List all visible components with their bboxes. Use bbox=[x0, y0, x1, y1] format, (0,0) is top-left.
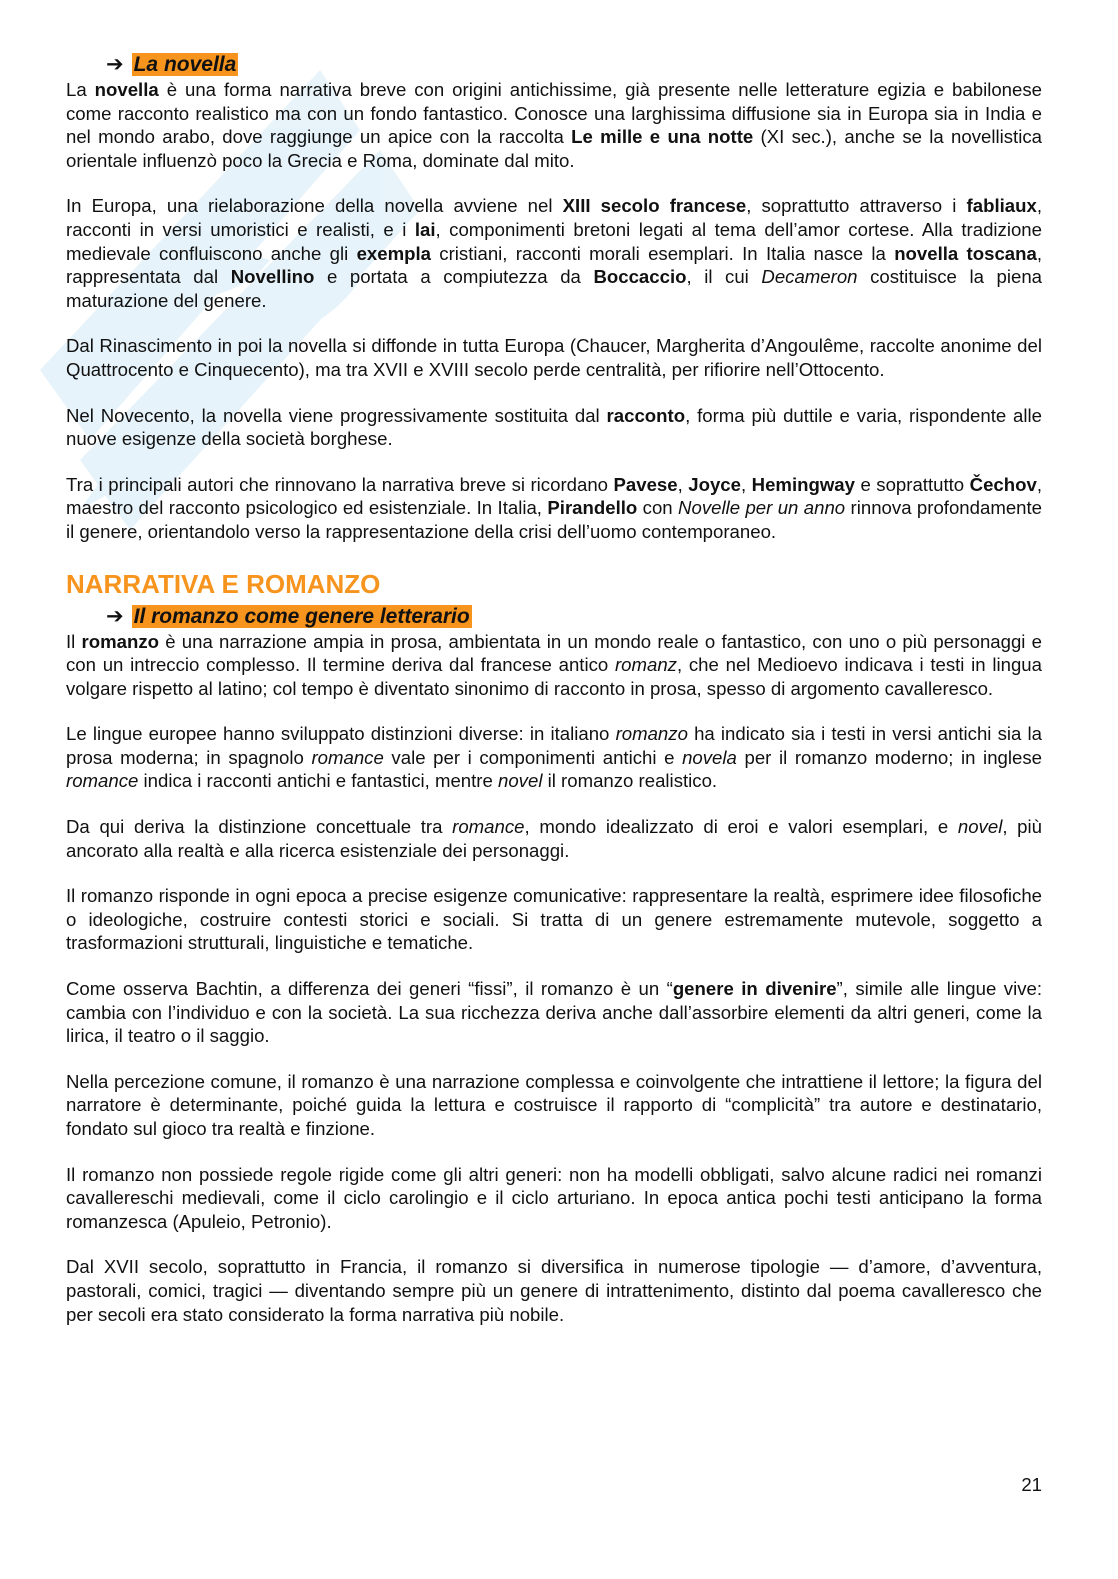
subheading-la-novella bbox=[106, 52, 1042, 78]
text-run: Nella percezione comune, il romanzo è una narrazione complessa e coinvolgente che intrattiene il lettore; la figura del narratore è determinante, poiché guida la lettura e costruisce il rapporto di “complicità” tra autore e destinatario, fondato sul gioco tra realtà e finzione. bbox=[66, 1070, 1042, 1139]
bold-text: lai bbox=[414, 218, 436, 240]
text-run: , forma più duttile e varia, rispondente alle nuove esigenze della società borghese. bbox=[66, 404, 1043, 450]
text-run: rinnova profondamente il genere, orientandolo verso la rappresentazione della crisi dell’uomo contemporaneo. bbox=[66, 497, 1043, 542]
text-run: è una forma narrativa breve con origini antichissime, già presente nelle letterature egizia e babilonese come racconto realistico ma con un fondo fantastico. Conosce una larghissima diffusione sia in Europa sia in India e nel mondo arabo, dove raggiunge un apice con la raccolta bbox=[66, 79, 1042, 148]
text-run: Il bbox=[66, 630, 82, 652]
paragraph bbox=[66, 1163, 1042, 1234]
text-run: ”, simile alle lingue vive: cambia con l’individuo e con la società. La sua ricchezza deriva anche dall’assorbire elementi da altri generi, come la lirica, il teatro o il saggio. bbox=[66, 978, 1043, 1047]
paragraph bbox=[66, 404, 1042, 451]
bold-text: Pavese bbox=[613, 473, 678, 495]
text-run: , mondo idealizzato di eroi e valori esemplari, e bbox=[524, 816, 958, 838]
text-run: è una narrazione ampia in prosa, ambientata in un mondo reale o fantastico, con uno o più personaggi e con un intreccio complesso. Il termine deriva dal francese antico bbox=[66, 630, 1042, 676]
text-run: e soprattutto bbox=[854, 473, 970, 495]
bold-text: Hemingway bbox=[751, 473, 855, 495]
text-run: Le lingue europee hanno sviluppato distinzioni diverse: in italiano bbox=[66, 723, 616, 745]
paragraph bbox=[66, 473, 1042, 544]
italic-text: romance bbox=[452, 816, 525, 838]
text-run: , maestro del racconto psicologico ed esistenziale. In Italia, bbox=[66, 473, 1042, 519]
text-run: , più ancorato alla realtà e alla ricerca esistenziale dei personaggi. bbox=[66, 816, 1042, 861]
bold-text: fabliaux bbox=[966, 195, 1037, 217]
paragraph bbox=[66, 78, 1042, 172]
arrow-right-icon: ➔ bbox=[106, 604, 124, 628]
bold-text: XIII secolo francese bbox=[562, 195, 747, 217]
arrow-right-icon: ➔ bbox=[106, 53, 124, 76]
bold-text: exempla bbox=[356, 242, 431, 264]
text-run: La bbox=[66, 79, 95, 100]
page-number: 21 bbox=[1021, 1474, 1042, 1495]
italic-text: novela bbox=[682, 746, 737, 768]
bold-text: racconto bbox=[606, 404, 686, 426]
text-run: vale per i componimenti antichi e bbox=[383, 746, 683, 768]
text-run: , il cui bbox=[686, 266, 762, 288]
paragraph bbox=[66, 1070, 1042, 1141]
text-run: In Europa, una rielaborazione della novella avviene nel bbox=[66, 195, 563, 217]
text-run: con bbox=[637, 497, 679, 519]
document-page bbox=[66, 52, 1042, 1326]
text-run: (XI sec.), anche se la novellistica orientale influenzò poco la Grecia e Roma, dominate dal mito. bbox=[66, 126, 1042, 171]
text-run: indica i racconti antichi e fantastici, mentre bbox=[138, 770, 498, 792]
paragraph bbox=[66, 630, 1042, 701]
bold-text: Pirandello bbox=[547, 497, 638, 519]
text-run: Da qui deriva la distinzione concettuale tra bbox=[66, 816, 453, 838]
highlighted-heading: Il romanzo come genere letterario bbox=[133, 604, 470, 628]
text-run: Dal XVII secolo, soprattutto in Francia, il romanzo si diversifica in numerose tipologie — d’amore, d’avventura, pastorali, comici, tragici — diventando sempre più un genere di intrattenimento, distinto dal poema cavalleresco che per secoli era stato considerato la forma narrativa più nobile. bbox=[66, 1256, 1042, 1325]
text-run: Tra i principali autori che rinnovano la narrativa breve si ricordano bbox=[66, 473, 614, 495]
text-run: cristiani, racconti morali esemplari. In Italia nasce la bbox=[430, 242, 895, 264]
paragraph bbox=[66, 334, 1042, 381]
bold-text: novella bbox=[94, 79, 159, 100]
paragraph bbox=[66, 977, 1042, 1048]
paragraph bbox=[66, 194, 1042, 312]
text-run: per il romanzo moderno; in inglese bbox=[736, 746, 1042, 768]
text-run: costituisce la piena maturazione del genere. bbox=[66, 266, 1042, 311]
bold-text: Novellino bbox=[230, 266, 315, 288]
paragraph bbox=[66, 1255, 1042, 1326]
italic-text: novel bbox=[957, 816, 1003, 838]
paragraph bbox=[66, 884, 1042, 955]
italic-text: Novelle per un anno bbox=[678, 497, 846, 519]
text-run: , bbox=[677, 473, 689, 495]
subheading-romanzo bbox=[106, 604, 1042, 630]
text-run: Come osserva Bachtin, a differenza dei generi “fissi”, il romanzo è un “ bbox=[66, 978, 673, 1000]
highlighted-heading: La novella bbox=[133, 53, 237, 76]
text-run: , che nel Medioevo indicava i testi in lingua volgare rispetto al latino; col tempo è diventato sinonimo di racconto in prosa, spesso di argomento cavalleresco. bbox=[66, 654, 1042, 699]
text-run: , soprattutto attraverso i bbox=[746, 195, 967, 217]
italic-text: novel bbox=[498, 770, 543, 792]
text-run: , racconti in versi umoristici e realisti, e i bbox=[66, 195, 1042, 240]
paragraph bbox=[66, 722, 1042, 793]
text-run: ha indicato sia i testi in versi antichi sia la prosa moderna; in spagnolo bbox=[66, 723, 1042, 768]
bold-text: romanzo bbox=[81, 630, 159, 652]
bold-text: Čechov bbox=[969, 473, 1037, 495]
bold-text: Joyce bbox=[688, 473, 741, 495]
paragraph bbox=[66, 815, 1042, 862]
text-run: , componimenti bretoni legati al tema dell’amor cortese. Alla tradizione medievale confluiscono anche gli bbox=[66, 218, 1042, 264]
text-run: , bbox=[740, 473, 752, 495]
text-run: Dal Rinascimento in poi la novella si diffonde in tutta Europa (Chaucer, Margherita d’Angoulême, raccolte anonime del Quattrocento e Cinquecento), ma tra XVII e XVIII secolo perde centralità, per rifiorire nell’Ottocento. bbox=[66, 335, 1042, 380]
bold-text: Boccaccio bbox=[593, 266, 687, 288]
text-run: Nel Novecento, la novella viene progressivamente sostituita dal bbox=[66, 404, 607, 426]
italic-text: romance bbox=[311, 746, 384, 768]
text-run: , rappresentata dal bbox=[66, 242, 1042, 288]
text-run: Il romanzo risponde in ogni epoca a precise esigenze comunicative: rappresentare la realtà, esprimere idee filosofiche o ideologiche, costruire contesti storici e sociali. Si tratta di un genere estremamente mutevole, soggetto a trasformazioni strutturali, linguistiche e tematiche. bbox=[66, 885, 1042, 954]
italic-text: romanz bbox=[614, 654, 677, 676]
text-run: il romanzo realistico. bbox=[542, 770, 718, 792]
italic-text: romance bbox=[66, 770, 139, 792]
italic-text: romanzo bbox=[615, 723, 688, 745]
bold-text: genere in divenire bbox=[672, 978, 837, 1000]
section-title: NARRATIVA E ROMANZO bbox=[66, 568, 381, 599]
text-run: Il romanzo non possiede regole rigide come gli altri generi: non ha modelli obbligati, salvo alcune radici nei romanzi cavallereschi medievali, come il ciclo carolingio e il ciclo arturiano. In epoca antica pochi testi anticipano la forma romanzesca (Apuleio, Petronio). bbox=[66, 1163, 1042, 1232]
bold-text: Le mille e una notte bbox=[571, 126, 754, 148]
bold-text: novella toscana bbox=[894, 242, 1037, 264]
text-run: e portata a compiutezza da bbox=[314, 266, 594, 288]
italic-text: Decameron bbox=[761, 266, 858, 288]
